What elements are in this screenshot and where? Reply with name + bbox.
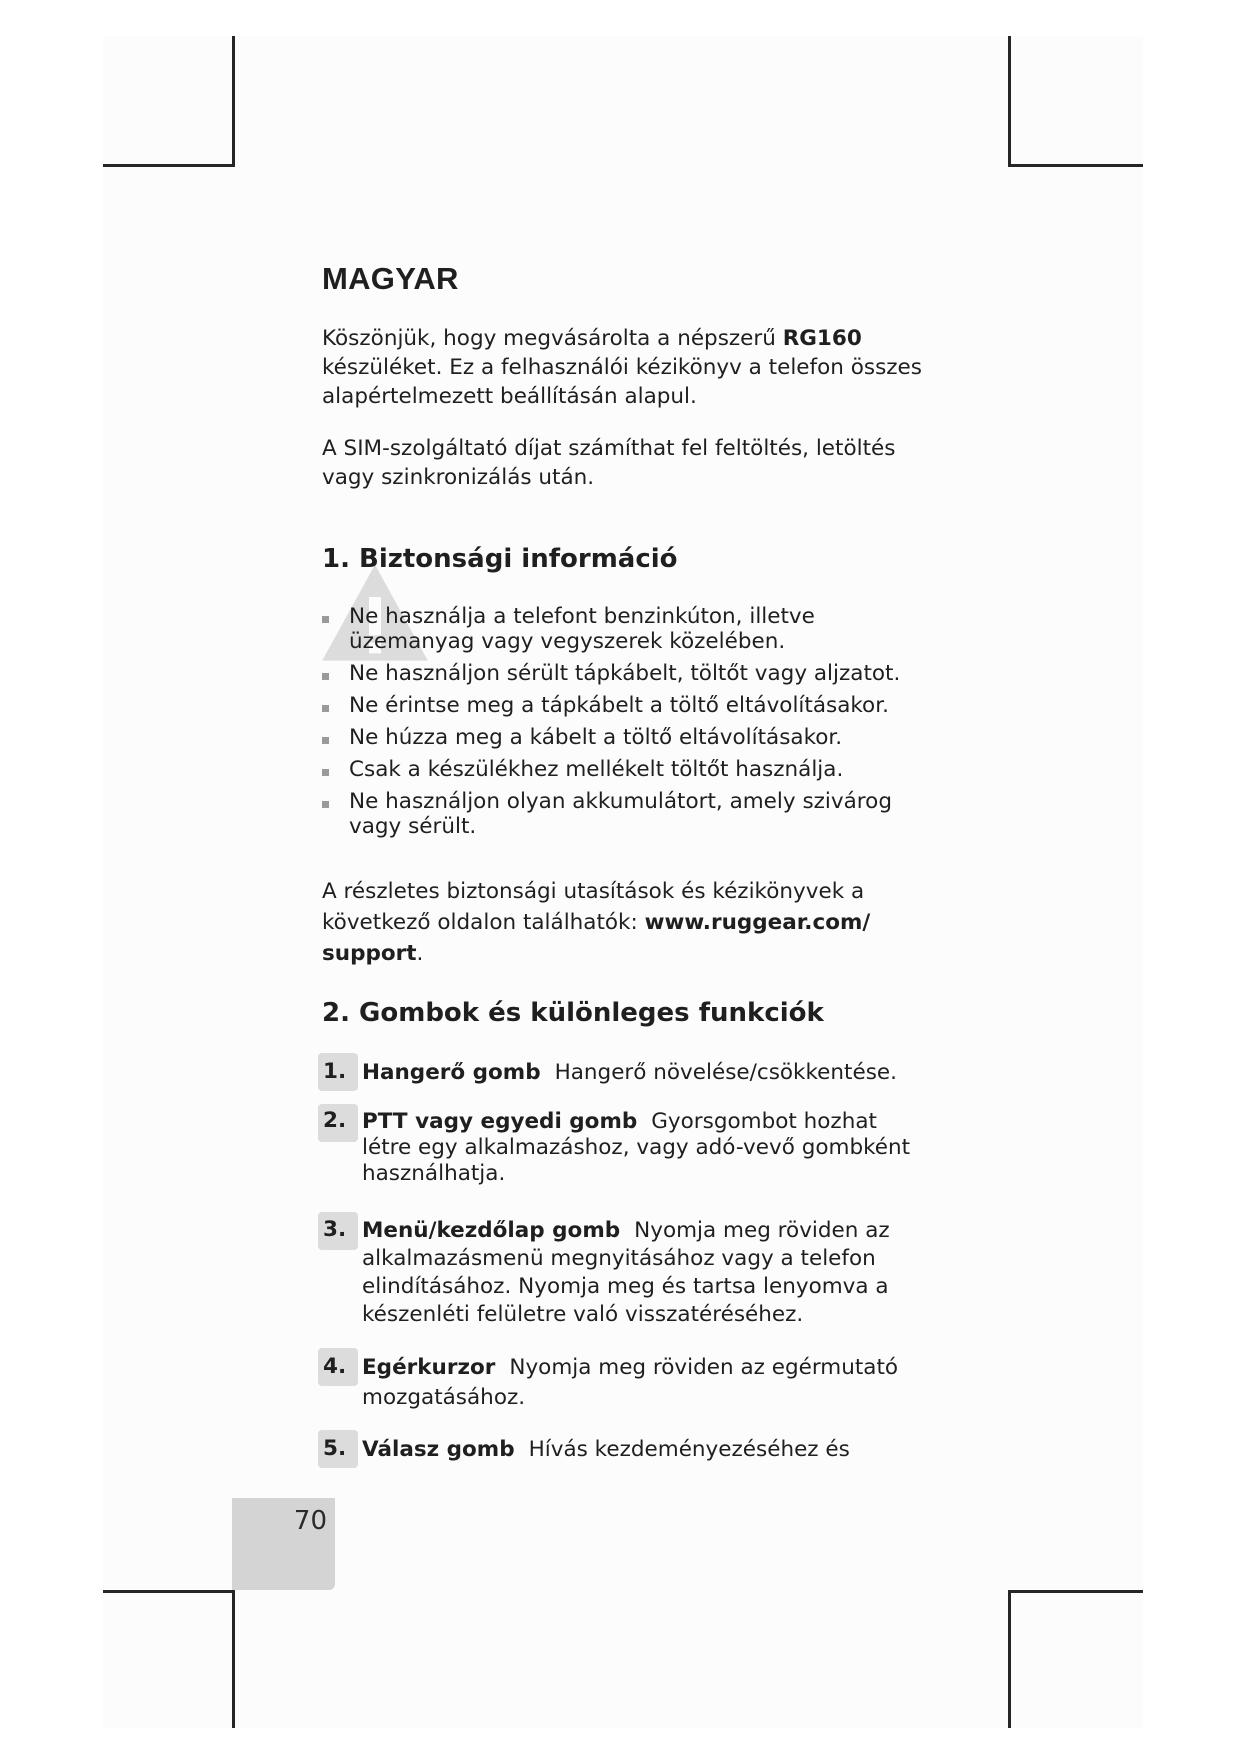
bullet-icon — [322, 801, 329, 808]
bullet-icon — [322, 673, 329, 680]
item-label: PTT vagy egyedi gomb — [362, 1109, 638, 1134]
crop-mark-top-left-horizontal — [103, 164, 235, 167]
item-number: 1. — [318, 1053, 358, 1091]
intro-paragraph: Köszönjük, hogy megvásárolta a népszerű RG160 készüléket. Ez a felhasználói kézikönyv a telefon összes alapértelmezett beállításán alapul. — [322, 326, 922, 409]
item-description: Nyomja meg röviden az egérmutató mozgatásához. — [362, 1355, 899, 1410]
list-item: Ne húzza meg a kábelt a töltő eltávolításakor. — [322, 725, 922, 750]
bullet-icon — [322, 769, 329, 776]
sim-fee-paragraph: A SIM-szolgáltató díjat számíthat fel feltöltés, letöltés vagy szinkronizálás után. — [322, 436, 896, 490]
button-item-menu-home — [322, 1217, 922, 1329]
bullet-icon — [322, 616, 329, 623]
model-name: RG160 — [782, 326, 862, 351]
crop-mark-bottom-left-horizontal — [103, 1590, 235, 1593]
crop-mark-bottom-right-horizontal — [1008, 1590, 1143, 1593]
item-description: Gyorsgombot hozhat létre egy alkalmazáshoz, vagy adó-vevő gombként használhatja. — [362, 1109, 911, 1186]
bullet-icon — [322, 737, 329, 744]
list-item: Csak a készülékhez mellékelt töltőt használja. — [322, 757, 922, 782]
crop-mark-top-right-horizontal — [1008, 164, 1143, 167]
page-number-tab — [232, 1498, 335, 1590]
bullet-icon — [322, 705, 329, 712]
safety-heading: 1. Biztonsági információ — [322, 544, 678, 574]
item-number: 4. — [318, 1348, 358, 1386]
page-title: MAGYAR — [322, 261, 459, 296]
button-item-ptt — [322, 1109, 922, 1187]
item-number: 5. — [318, 1430, 358, 1468]
item-label: Hangerő gomb — [362, 1060, 541, 1085]
item-label: Válasz gomb — [362, 1437, 515, 1462]
list-item: Ne használjon sérült tápkábelt, töltőt vagy aljzatot. — [322, 661, 922, 686]
crop-mark-top-left-vertical — [232, 36, 235, 167]
page-number: 70 — [293, 1506, 327, 1536]
list-item: Ne használjon olyan akkumulátort, amely szivárog vagy sérült. — [322, 789, 922, 839]
item-number: 2. — [318, 1104, 358, 1142]
item-label: Egérkurzor — [362, 1355, 496, 1380]
crop-mark-bottom-left-vertical — [232, 1590, 235, 1728]
item-description: Hangerő növelése/csökkentése. — [554, 1060, 897, 1085]
list-item: Ne használja a telefont benzinkúton, illetve üzemanyag vagy vegyszerek közelében. — [322, 604, 922, 654]
item-number: 3. — [318, 1212, 358, 1250]
item-description: Nyomja meg röviden az alkalmazásmenü megnyitásához vagy a telefon elindításához. Nyomja meg és tartsa lenyomva a készenléti felületre való visszatéréséhez. — [362, 1218, 890, 1327]
crop-mark-bottom-right-vertical — [1008, 1590, 1011, 1728]
crop-mark-top-right-vertical — [1008, 36, 1011, 167]
item-description: Hívás kezdeményezéséhez és — [528, 1437, 850, 1462]
buttons-heading: 2. Gombok és különleges funkciók — [322, 998, 824, 1028]
safety-details-paragraph: A részletes biztonsági utasítások és kézikönyvek a következő oldalon találhatók: www.ruggear.com/ support. — [322, 879, 871, 966]
item-label: Menü/kezdőlap gomb — [362, 1218, 621, 1243]
button-item-mouse-cursor — [322, 1353, 922, 1413]
button-item-answer — [322, 1435, 922, 1464]
support-link[interactable]: www.ruggear.com/ support — [322, 910, 871, 966]
list-item: Ne érintse meg a tápkábelt a töltő eltávolításakor. — [322, 693, 922, 718]
button-item-volume — [322, 1058, 922, 1087]
safety-list — [322, 604, 922, 846]
